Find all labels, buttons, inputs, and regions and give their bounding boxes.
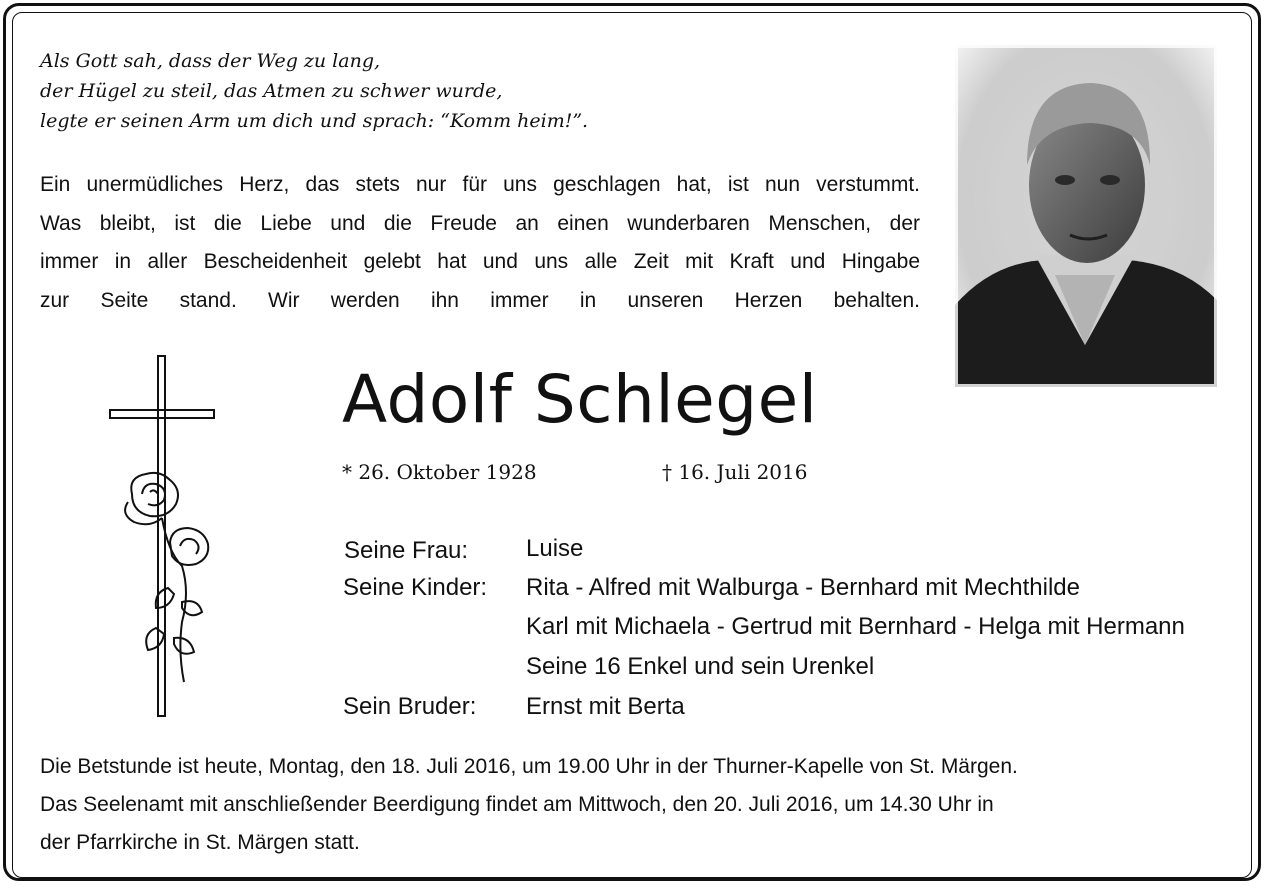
notice-line: der Pfarrkirche in St. Märgen statt. — [40, 831, 360, 854]
service-notice — [40, 748, 1240, 862]
deceased-name: Adolf Schlegel — [342, 361, 818, 438]
poem-line: legte er seinen Arm um dich und sprach: “Komm heim!”. — [40, 110, 589, 132]
cross-with-roses-icon — [98, 352, 228, 720]
brother-name: Ernst mit Berta — [526, 693, 685, 720]
tribute-text — [40, 166, 920, 320]
tribute-line: immer in aller Bescheidenheit gelebt hat und uns alle Zeit mit Kraft und Hingabe — [40, 250, 920, 273]
tribute-line: zur Seite stand. Wir werden ihn immer in unseren Herzen behalten. — [40, 288, 920, 312]
poem-line: der Hügel zu steil, das Atmen zu schwer wurde, — [40, 80, 503, 102]
birth-date: * 26. Oktober 1928 — [342, 460, 537, 484]
grandchildren-line: Seine 16 Enkel und sein Urenkel — [526, 653, 875, 680]
notice-line: Die Betstunde ist heute, Montag, den 18. Juli 2016, um 19.00 Uhr in der Thurner-Kapelle von St. Märgen. — [40, 755, 1018, 778]
death-date: † 16. Juli 2016 — [662, 460, 808, 484]
tribute-line: Ein unermüdliches Herz, das stets nur für uns geschlagen hat, ist nun verstummt. — [40, 173, 920, 196]
children-line: Rita - Alfred mit Walburga - Bernhard mit Mechthilde — [526, 574, 1080, 601]
portrait-photo — [955, 45, 1217, 387]
brother-label: Sein Bruder: — [343, 693, 477, 720]
notice-line: Das Seelenamt mit anschließender Beerdigung findet am Mittwoch, den 20. Juli 2016, um 14.30 Uhr in — [40, 793, 994, 816]
wife-label: Seine Frau: — [344, 537, 469, 564]
children-label: Seine Kinder: — [343, 574, 488, 601]
tribute-line: Was bleibt, ist die Liebe und die Freude an einen wunderbaren Menschen, der — [40, 211, 920, 235]
wife-name: Luise — [526, 535, 584, 562]
poem — [40, 46, 740, 136]
poem-line: Als Gott sah, dass der Weg zu lang, — [40, 50, 381, 72]
children-line: Karl mit Michaela - Gertrud mit Bernhard - Helga mit Hermann — [526, 613, 1185, 640]
